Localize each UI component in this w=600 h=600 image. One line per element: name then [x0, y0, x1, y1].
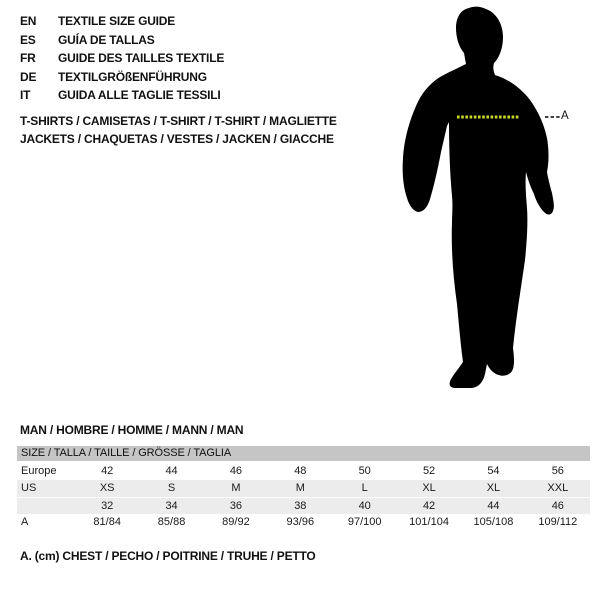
- size-cell: L: [361, 482, 368, 494]
- size-cell: 46: [229, 465, 243, 477]
- size-cell: 97/100: [347, 516, 382, 528]
- size-cell: 93/96: [286, 516, 315, 528]
- size-cell: M: [231, 482, 241, 494]
- size-cell: 42: [101, 465, 114, 477]
- measurement-label-a: A: [561, 110, 569, 122]
- row-label: [17, 498, 75, 514]
- size-cell: M: [295, 482, 305, 494]
- size-cell: 46: [551, 500, 564, 512]
- size-cell: 101/104: [409, 516, 449, 528]
- table-row-chest-a: [17, 514, 590, 531]
- size-cell: 54: [487, 465, 500, 477]
- category-line-tshirts: T-SHIRTS / CAMISETAS / T-SHIRT / T-SHIRT / MAGLIETTE: [20, 114, 337, 128]
- size-cell: XS: [99, 482, 115, 494]
- language-code: EN: [20, 14, 37, 28]
- man-silhouette: [403, 7, 554, 388]
- size-cell: 89/92: [222, 516, 250, 528]
- row-label: A: [21, 516, 29, 528]
- size-cell: 44: [165, 465, 178, 477]
- size-cell: 50: [358, 465, 371, 477]
- size-cell: XL: [422, 482, 436, 494]
- language-code: FR: [20, 51, 36, 65]
- language-row: [20, 86, 224, 105]
- size-table-header: SIZE / TALLA / TAILLE / GRÖSSE / TAGLIA: [17, 446, 590, 461]
- category-line-jackets: JACKETS / CHAQUETAS / VESTES / JACKEN / GIACCHE: [20, 132, 334, 146]
- size-cell: 81/84: [93, 516, 121, 528]
- size-cell: 34: [165, 500, 178, 512]
- size-cell: 42: [422, 500, 436, 512]
- table-row-europe: [17, 463, 590, 480]
- table-row-us: [17, 480, 590, 497]
- size-cell: 32: [101, 500, 114, 512]
- language-row: [20, 12, 224, 31]
- size-table: [17, 446, 590, 531]
- size-cell: 105/108: [473, 516, 514, 528]
- section-heading-man: MAN / HOMBRE / HOMME / MANN / MAN: [20, 423, 244, 437]
- size-cell: 56: [551, 465, 564, 477]
- size-cell: 36: [229, 500, 243, 512]
- row-label: Europe: [21, 465, 57, 477]
- language-code: ES: [20, 32, 36, 47]
- size-cell: 109/112: [538, 516, 578, 528]
- size-cell: 52: [422, 465, 436, 477]
- table-row-numeric: [17, 497, 590, 514]
- language-row: [20, 68, 224, 87]
- language-row: [20, 31, 224, 50]
- language-label: GUIDE DES TAILLES TEXTILE: [58, 51, 225, 65]
- language-label: GUÍA DE TALLAS: [58, 32, 155, 47]
- language-code: IT: [20, 88, 31, 102]
- row-label: US: [21, 482, 37, 494]
- language-guide: [20, 12, 224, 105]
- size-cell: 40: [358, 500, 371, 512]
- garment-categories: [20, 112, 337, 148]
- size-cell: 38: [294, 500, 307, 512]
- language-label: TEXTILGRÖßENFÜHRUNG: [58, 69, 207, 84]
- size-cell: XXL: [547, 482, 569, 494]
- language-code: DE: [20, 69, 37, 84]
- size-cell: XL: [486, 482, 501, 494]
- size-cell: 85/88: [157, 516, 186, 528]
- language-row: [20, 49, 224, 68]
- size-cell: 48: [294, 465, 307, 477]
- size-cell: S: [167, 482, 176, 494]
- language-label: TEXTILE SIZE GUIDE: [58, 14, 176, 28]
- size-cell: 44: [487, 500, 500, 512]
- footnote-chest-measure: A. (cm) CHEST / PECHO / POITRINE / TRUHE / PETTO: [20, 549, 316, 563]
- language-label: GUIDA ALLE TAGLIE TESSILI: [58, 88, 221, 102]
